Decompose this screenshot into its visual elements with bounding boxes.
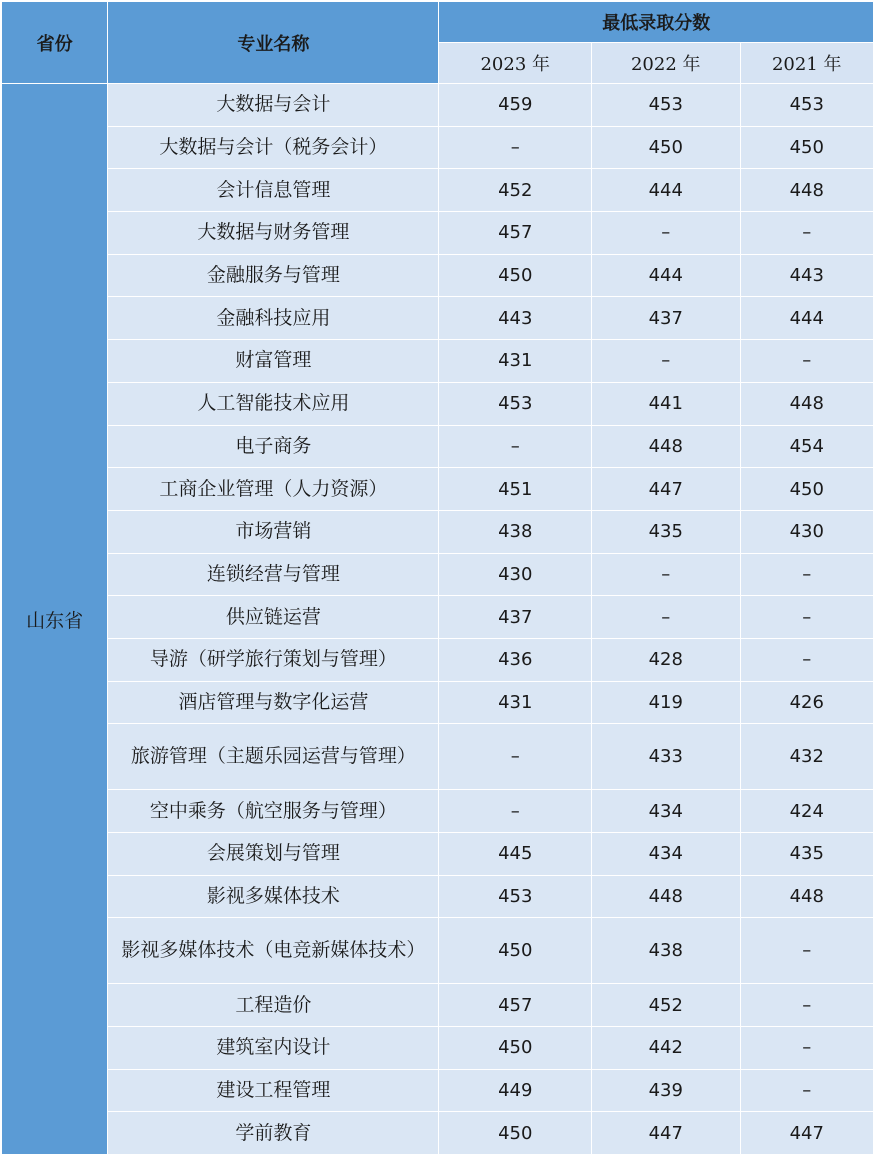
table-row <box>2 790 874 833</box>
score-cell-2022: 453 <box>592 84 741 127</box>
score-cell-2022: 448 <box>592 425 741 468</box>
major-name-cell: 大数据与会计 <box>108 84 439 127</box>
score-cell-2023: 457 <box>439 212 592 255</box>
table-row <box>2 84 874 127</box>
score-cell-2021: – <box>740 596 874 639</box>
score-cell-2021: 424 <box>740 790 874 833</box>
score-cell-2023: 450 <box>439 918 592 984</box>
province-cell: 山东省 <box>2 84 108 1155</box>
year-2022-header: 2022 年 <box>592 43 741 84</box>
score-cell-2021: 448 <box>740 169 874 212</box>
score-cell-2023: 453 <box>439 875 592 918</box>
table-header <box>2 2 874 84</box>
table-row <box>2 833 874 876</box>
major-name-cell: 金融科技应用 <box>108 297 439 340</box>
major-name-cell: 建筑室内设计 <box>108 1027 439 1070</box>
min-score-header: 最低录取分数 <box>439 2 874 43</box>
score-cell-2021: 432 <box>740 724 874 790</box>
major-name-cell: 旅游管理（主题乐园运营与管理） <box>108 724 439 790</box>
score-cell-2022: 439 <box>592 1069 741 1112</box>
score-cell-2023: 457 <box>439 984 592 1027</box>
major-name-cell: 财富管理 <box>108 340 439 383</box>
major-name-cell: 空中乘务（航空服务与管理） <box>108 790 439 833</box>
table-row <box>2 212 874 255</box>
table-row <box>2 918 874 984</box>
score-cell-2021: – <box>740 1027 874 1070</box>
score-cell-2022: – <box>592 212 741 255</box>
major-name-cell: 导游（研学旅行策划与管理） <box>108 638 439 681</box>
table-row <box>2 875 874 918</box>
table-row <box>2 297 874 340</box>
score-cell-2021: 444 <box>740 297 874 340</box>
score-cell-2023: 445 <box>439 833 592 876</box>
table-row <box>2 382 874 425</box>
score-cell-2021: – <box>740 638 874 681</box>
major-name-cell: 金融服务与管理 <box>108 254 439 297</box>
score-cell-2021: 448 <box>740 875 874 918</box>
table-body <box>2 84 874 1155</box>
score-cell-2023: 431 <box>439 340 592 383</box>
score-cell-2022: 447 <box>592 1112 741 1155</box>
major-name-cell: 工程造价 <box>108 984 439 1027</box>
major-name-cell: 影视多媒体技术（电竞新媒体技术） <box>108 918 439 984</box>
score-cell-2021: – <box>740 984 874 1027</box>
score-cell-2022: 438 <box>592 918 741 984</box>
score-cell-2023: 453 <box>439 382 592 425</box>
score-cell-2023: 436 <box>439 638 592 681</box>
score-cell-2022: 434 <box>592 790 741 833</box>
score-cell-2022: – <box>592 553 741 596</box>
score-cell-2022: – <box>592 596 741 639</box>
score-cell-2021: 447 <box>740 1112 874 1155</box>
score-cell-2021: 450 <box>740 126 874 169</box>
score-cell-2021: 426 <box>740 681 874 724</box>
score-cell-2023: 443 <box>439 297 592 340</box>
year-2023-header: 2023 年 <box>439 43 592 84</box>
major-name-cell: 连锁经营与管理 <box>108 553 439 596</box>
score-cell-2022: 441 <box>592 382 741 425</box>
score-cell-2023: – <box>439 425 592 468</box>
score-cell-2023: – <box>439 126 592 169</box>
year-2021-header: 2021 年 <box>740 43 874 84</box>
score-cell-2023: 431 <box>439 681 592 724</box>
major-name-cell: 大数据与财务管理 <box>108 212 439 255</box>
score-cell-2021: 443 <box>740 254 874 297</box>
table-row <box>2 1069 874 1112</box>
major-name-cell: 建设工程管理 <box>108 1069 439 1112</box>
major-name-cell: 学前教育 <box>108 1112 439 1155</box>
major-name-cell: 会计信息管理 <box>108 169 439 212</box>
score-cell-2022: 448 <box>592 875 741 918</box>
major-name-cell: 影视多媒体技术 <box>108 875 439 918</box>
score-cell-2021: 453 <box>740 84 874 127</box>
score-cell-2021: 450 <box>740 468 874 511</box>
table-row <box>2 638 874 681</box>
table-row <box>2 984 874 1027</box>
score-cell-2023: 450 <box>439 1027 592 1070</box>
score-cell-2021: 430 <box>740 510 874 553</box>
score-cell-2023: 459 <box>439 84 592 127</box>
table-row <box>2 169 874 212</box>
table-row <box>2 596 874 639</box>
score-cell-2023: 452 <box>439 169 592 212</box>
score-cell-2022: 434 <box>592 833 741 876</box>
score-cell-2021: 435 <box>740 833 874 876</box>
table-row <box>2 340 874 383</box>
table-row <box>2 1027 874 1070</box>
score-cell-2022: 435 <box>592 510 741 553</box>
major-name-cell: 大数据与会计（税务会计） <box>108 126 439 169</box>
score-cell-2022: 447 <box>592 468 741 511</box>
major-name-cell: 供应链运营 <box>108 596 439 639</box>
major-name-cell: 酒店管理与数字化运营 <box>108 681 439 724</box>
score-cell-2021: 448 <box>740 382 874 425</box>
score-cell-2022: – <box>592 340 741 383</box>
table-row <box>2 425 874 468</box>
score-cell-2023: 438 <box>439 510 592 553</box>
score-cell-2022: 428 <box>592 638 741 681</box>
score-cell-2023: 450 <box>439 254 592 297</box>
table-row <box>2 468 874 511</box>
table-row <box>2 254 874 297</box>
score-cell-2023: 449 <box>439 1069 592 1112</box>
table-row <box>2 510 874 553</box>
score-cell-2021: – <box>740 212 874 255</box>
province-header: 省份 <box>2 2 108 84</box>
score-cell-2022: 444 <box>592 254 741 297</box>
table-row <box>2 126 874 169</box>
score-cell-2021: 454 <box>740 425 874 468</box>
score-cell-2023: 430 <box>439 553 592 596</box>
score-cell-2021: – <box>740 918 874 984</box>
major-name-cell: 工商企业管理（人力资源） <box>108 468 439 511</box>
score-cell-2021: – <box>740 1069 874 1112</box>
table-row <box>2 1112 874 1155</box>
score-cell-2022: 437 <box>592 297 741 340</box>
score-cell-2022: 433 <box>592 724 741 790</box>
table-row <box>2 681 874 724</box>
score-cell-2023: 437 <box>439 596 592 639</box>
major-name-cell: 电子商务 <box>108 425 439 468</box>
score-cell-2021: – <box>740 553 874 596</box>
major-name-cell: 会展策划与管理 <box>108 833 439 876</box>
score-cell-2023: – <box>439 790 592 833</box>
score-cell-2021: – <box>740 340 874 383</box>
major-name-cell: 人工智能技术应用 <box>108 382 439 425</box>
table-row <box>2 724 874 790</box>
table-row <box>2 553 874 596</box>
score-cell-2023: 450 <box>439 1112 592 1155</box>
score-cell-2022: 419 <box>592 681 741 724</box>
score-cell-2022: 444 <box>592 169 741 212</box>
admission-score-table <box>1 1 874 1155</box>
score-cell-2022: 452 <box>592 984 741 1027</box>
score-cell-2022: 450 <box>592 126 741 169</box>
major-header: 专业名称 <box>108 2 439 84</box>
score-cell-2023: – <box>439 724 592 790</box>
major-name-cell: 市场营销 <box>108 510 439 553</box>
score-cell-2023: 451 <box>439 468 592 511</box>
score-cell-2022: 442 <box>592 1027 741 1070</box>
